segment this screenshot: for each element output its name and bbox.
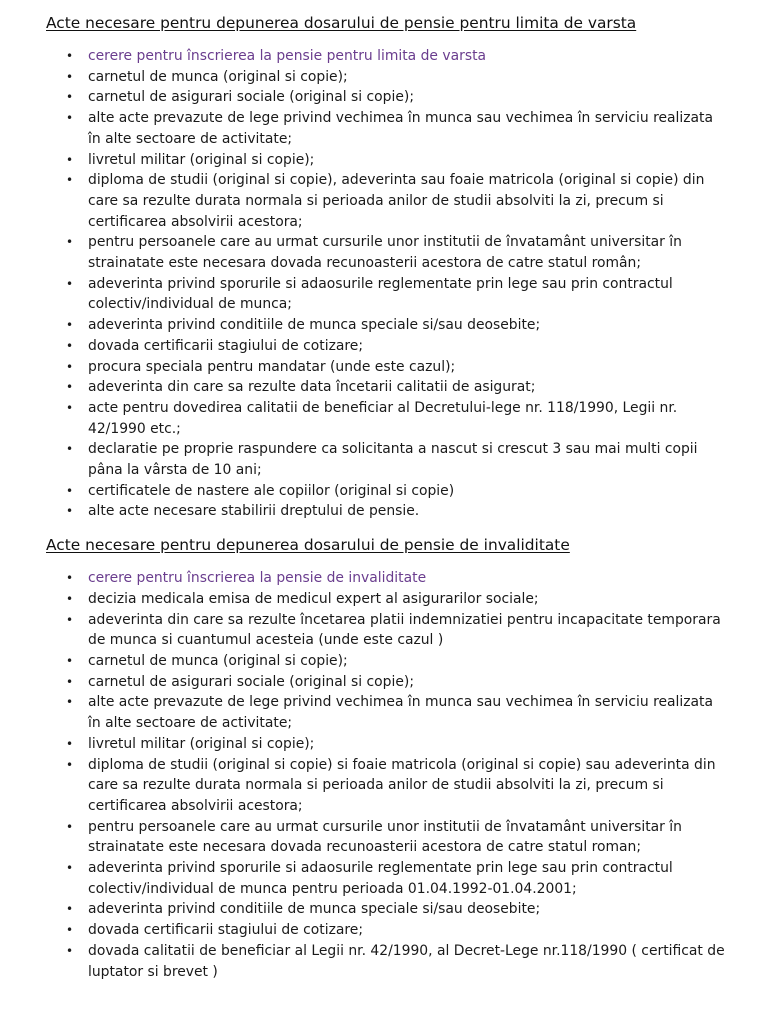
list-item-text: pentru persoanele care au urmat cursurile unor institutii de învatamânt universitar în strainatate este necesara dovada recunoasterii acestora de catre statul român; — [88, 234, 682, 272]
bullet-icon: • — [66, 653, 74, 668]
list-item — [66, 108, 728, 149]
list-item-text: carnetul de asigurari sociale (original si copie); — [88, 89, 414, 106]
list-item-text: carnetul de munca (original si copie); — [88, 652, 348, 669]
list-item-text: diploma de studii (original si copie), adeverinta sau foaie matricola (original si copie) din care sa rezulte durata normala si perioada anilor de studii absolviti la zi, precum si certificarea absolvirii acestora; — [88, 172, 705, 230]
list-item — [66, 170, 728, 232]
bullet-icon: • — [66, 695, 74, 710]
bullet-icon: • — [66, 612, 74, 627]
bullet-icon: • — [66, 173, 74, 188]
list-item-text: adeverinta privind sporurile si adaosurile reglementate prin lege sau prin contractul colectiv/individual de munca; — [88, 275, 673, 313]
list-item-text: pentru persoanele care au urmat cursurile unor institutii de învatamânt universitar în strainatate este necesara dovada recunoasterii acestora de catre statul roman; — [88, 818, 682, 856]
bullet-icon: • — [66, 483, 74, 498]
bullet-icon: • — [66, 318, 74, 333]
bullet-icon: • — [66, 442, 74, 457]
section-heading: Acte necesare pentru depunerea dosarului de pensie pentru limita de varsta — [46, 14, 637, 32]
list-item-text: carnetul de asigurari sociale (original si copie); — [88, 673, 414, 690]
list-item — [66, 377, 728, 398]
list-item — [66, 734, 728, 755]
list-item — [66, 920, 728, 941]
list-item-text: adeverinta privind sporurile si adaosurile reglementate prin lege sau prin contractul colectiv/individual de munca pentru perioada 01.04.1992-01.04.2001; — [88, 860, 673, 897]
list-item-text: alte acte prevazute de lege privind vechimea în munca sau vechimea în serviciu realizata în alte sectoare de activitate; — [88, 110, 714, 147]
required-documents-list — [46, 568, 728, 982]
list-item-text: alte acte necesare stabilirii dreptului de pensie. — [88, 503, 420, 520]
bullet-icon: • — [66, 338, 74, 353]
bullet-icon: • — [66, 380, 74, 395]
list-item — [66, 899, 728, 920]
required-documents-list — [46, 46, 728, 522]
list-item — [66, 672, 728, 693]
bullet-icon: • — [66, 674, 74, 689]
bullet-icon: • — [66, 591, 74, 606]
bullet-icon: • — [66, 49, 74, 63]
list-item-text: adeverinta din care sa rezulte încetarea platii indemnizatiei pentru incapacitate temporara de munca si cuantumul acesteia (unde este cazul ) — [88, 611, 721, 649]
list-item-text: decizia medicala emisa de medicul expert al asigurarilor sociale; — [88, 590, 539, 607]
bullet-icon: • — [66, 943, 74, 958]
list-item — [66, 67, 728, 88]
bullet-icon: • — [66, 571, 74, 586]
bullet-icon: • — [66, 152, 74, 167]
list-item-text: adeverinta privind conditiile de munca speciale si/sau deosebite; — [88, 901, 541, 918]
list-item — [66, 651, 728, 672]
list-item-text: livretul militar (original si copie); — [88, 735, 315, 752]
bullet-icon: • — [66, 276, 74, 291]
list-item — [66, 232, 728, 273]
list-item — [66, 439, 728, 480]
list-item — [66, 941, 728, 982]
document-section — [46, 12, 728, 522]
list-item — [66, 336, 728, 357]
list-item-text: acte pentru dovedirea calitatii de beneficiar al Decretului-lege nr. 118/1990, Legii nr. 42/1990 etc.; — [88, 399, 678, 437]
list-item — [66, 87, 728, 108]
list-item-link[interactable] — [66, 568, 728, 589]
list-item — [66, 357, 728, 378]
list-item — [66, 481, 728, 502]
bullet-icon: • — [66, 111, 74, 126]
list-item-text: adeverinta din care sa rezulte data încetarii calitatii de asigurat; — [88, 379, 536, 396]
bullet-icon: • — [66, 504, 74, 519]
bullet-icon: • — [66, 400, 74, 415]
list-item-text: dovada certificarii stagiului de cotizare; — [88, 337, 364, 354]
bullet-icon: • — [66, 359, 74, 374]
list-item-text: livretul militar (original si copie); — [88, 151, 315, 168]
bullet-icon: • — [66, 902, 74, 917]
bullet-icon: • — [66, 90, 74, 105]
list-item-text: certificatele de nastere ale copiilor (original si copie) — [88, 482, 455, 499]
bullet-icon: • — [66, 819, 74, 834]
document-section — [46, 534, 728, 982]
list-item-text: carnetul de munca (original si copie); — [88, 68, 348, 85]
bullet-icon: • — [66, 923, 74, 938]
application-form-link[interactable]: cerere pentru înscrierea la pensie de invaliditate — [88, 570, 427, 587]
list-item-text: adeverinta privind conditiile de munca speciale si/sau deosebite; — [88, 317, 541, 334]
list-item-text: declaratie pe proprie raspundere ca solicitanta a nascut si crescut 3 sau mai multi copii pâna la vârsta de 10 ani; — [88, 441, 698, 479]
bullet-icon: • — [66, 736, 74, 751]
list-item — [66, 589, 728, 610]
list-item-text: dovada calitatii de beneficiar al Legii nr. 42/1990, al Decret-Lege nr.118/1990 ( certificat de luptator si brevet ) — [88, 942, 725, 980]
list-item — [66, 150, 728, 171]
bullet-icon: • — [66, 757, 74, 772]
list-item — [66, 274, 728, 315]
bullet-icon: • — [66, 235, 74, 250]
list-item-text: procura speciala pentru mandatar (unde este cazul); — [88, 358, 456, 375]
list-item — [66, 755, 728, 817]
list-item-link[interactable] — [66, 46, 728, 67]
list-item — [66, 315, 728, 336]
list-item-text: dovada certificarii stagiului de cotizare; — [88, 922, 364, 939]
list-item — [66, 610, 728, 651]
bullet-icon: • — [66, 861, 74, 876]
list-item — [66, 692, 728, 733]
list-item-text: diploma de studii (original si copie) si foaie matricola (original si copie) sau adeverinta din care sa rezulte durata normala si perioada anilor de studii absolviti la zi, precum si certificarea absolvirii acestora; — [88, 756, 716, 814]
list-item — [66, 398, 728, 439]
list-item-text: alte acte prevazute de lege privind vechimea în munca sau vechimea în serviciu realizata în alte sectoare de activitate; — [88, 694, 714, 732]
section-heading: Acte necesare pentru depunerea dosarului de pensie de invaliditate — [46, 536, 570, 555]
bullet-icon: • — [66, 69, 74, 84]
application-form-link[interactable]: cerere pentru înscrierea la pensie pentru limita de varsta — [88, 48, 487, 64]
list-item — [66, 501, 728, 522]
list-item — [66, 817, 728, 858]
list-item — [66, 858, 728, 899]
